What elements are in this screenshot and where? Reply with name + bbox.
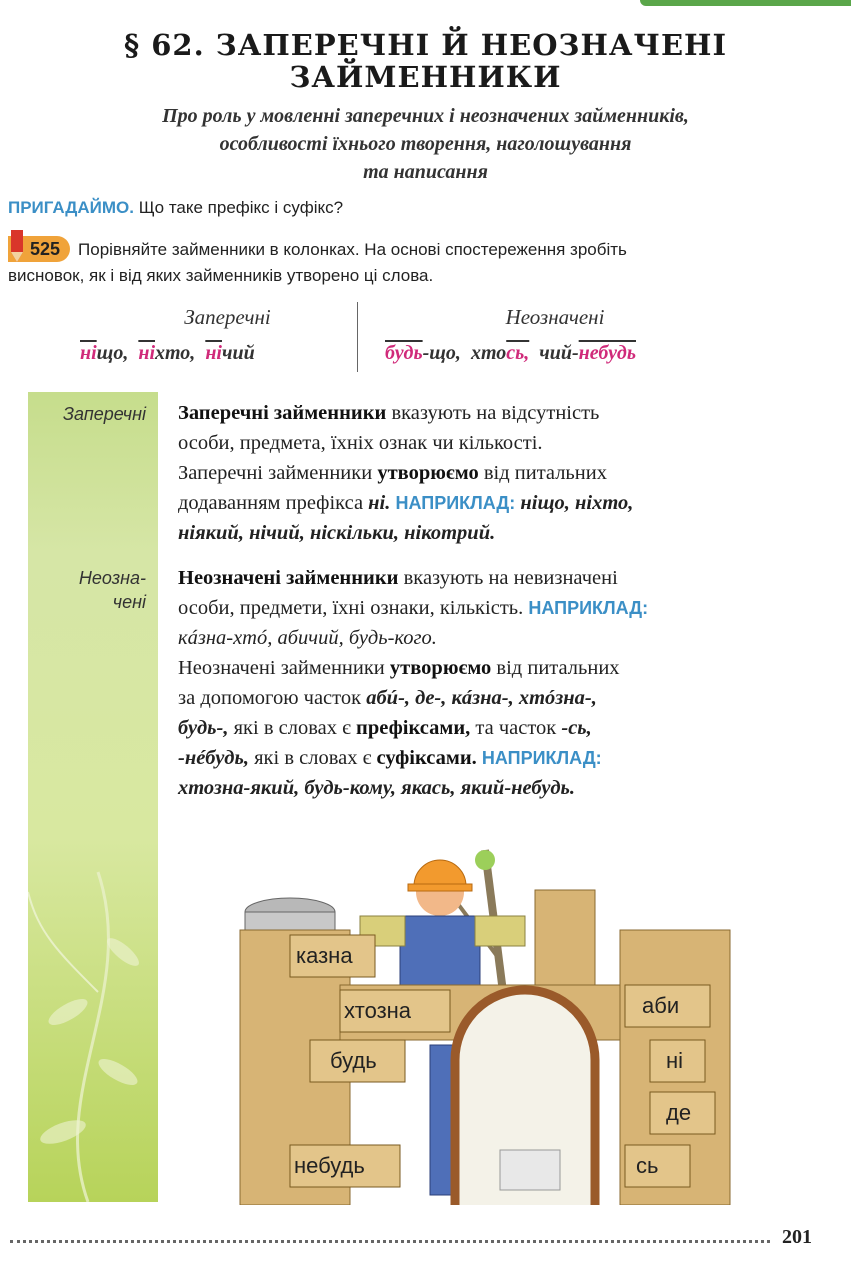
brick-nebud: небудь xyxy=(294,1153,365,1178)
footer-dotted-line xyxy=(10,1240,770,1243)
subtitle-line2: особливості їхнього творення, наголошування xyxy=(219,133,632,155)
panel-label-indefinite-2: чені xyxy=(112,592,146,612)
page-title-line2: ЗАЙМЕННИКИ xyxy=(289,60,562,94)
word-khtos: хтось, xyxy=(470,342,530,364)
side-panel xyxy=(28,392,158,1202)
rule-negative: Заперечні займенники вказують на відсутність особи, предмета, їхніх ознак чи кількості. Заперечні займенники утворюємо від питальних додаванням префікса ні. НАПРИКЛАД: ніщо, ніхто, ніякий, нічий, ніскільки, нікотрий. xyxy=(178,402,634,544)
floral-ornament-icon xyxy=(28,392,158,1202)
brick-s: сь xyxy=(636,1153,659,1178)
page-number: 201 xyxy=(782,1226,812,1248)
example-label: НАПРИКЛАД: xyxy=(395,493,516,513)
example-label: НАПРИКЛАД: xyxy=(528,598,649,618)
column-divider xyxy=(357,302,358,372)
remember-keyword: ПРИГАДАЙМО. xyxy=(8,198,134,217)
subtitle-line3: та написання xyxy=(363,161,488,183)
exercise-number-badge xyxy=(8,236,70,262)
page-title-line1: § 62. ЗАПЕРЕЧНІ Й НЕОЗНАЧЕНІ xyxy=(123,28,728,62)
brick-ni: ні xyxy=(666,1048,684,1073)
exercise-text-line1: Порівняйте займенники в колонках. На основі спостереження зробіть xyxy=(78,240,627,259)
word-nikhto: ніхто, xyxy=(138,342,196,364)
column-header-indefinite: Неозначені xyxy=(505,305,605,329)
word-chyi-nebud: чий-небудь xyxy=(539,342,636,364)
indefinite-words-row xyxy=(385,342,636,365)
rule-indefinite: Неозначені займенники вказують на невизначені особи, предмети, їхні ознаки, кількість. НАПРИКЛАД: кáзна-хтó, абичий, будь-кого. Неозначені займенники утворюємо від питальних за допомогою часток абú-, де-, кáзна-, хтóзна-, будь-, які в словах є префіксами, та часток -сь, -нéбудь, які в словах є суфіксами. НАПРИКЛАД: хтозна-який, будь-кому, якась, який-небудь. xyxy=(178,567,649,799)
example-label: НАПРИКЛАД: xyxy=(481,748,602,768)
brick-de: де xyxy=(666,1100,692,1125)
top-accent-bar xyxy=(640,0,851,6)
brick-aby: аби xyxy=(642,993,680,1018)
panel-label-negative: Заперечні xyxy=(62,404,146,424)
word-bud-shcho: будь-що, xyxy=(385,342,461,364)
column-header-negative: Заперечні xyxy=(184,305,271,329)
word-nishcho: ніщо, xyxy=(80,342,129,364)
brick-bud: будь xyxy=(330,1048,377,1073)
brick-kazna: казна xyxy=(296,943,353,968)
word-nichyi: нічий xyxy=(205,342,255,364)
negative-words-row xyxy=(80,342,255,365)
subtitle-line1: Про роль у мовленні заперечних і неозначених займенників, xyxy=(162,105,689,127)
exercise-number: 525 xyxy=(30,239,61,259)
pencil-icon xyxy=(8,230,26,262)
brick-khtozna: хтозна xyxy=(344,998,412,1023)
remember-text: Що таке префікс і суфікс? xyxy=(138,198,344,217)
panel-label-indefinite-1: Неозна- xyxy=(78,568,146,588)
builder-illustration xyxy=(230,820,750,1205)
exercise-525 xyxy=(8,236,838,289)
exercise-text-line2: висновок, як і від яких займенників утворено ці слова. xyxy=(8,266,434,285)
remember-line xyxy=(8,198,343,218)
